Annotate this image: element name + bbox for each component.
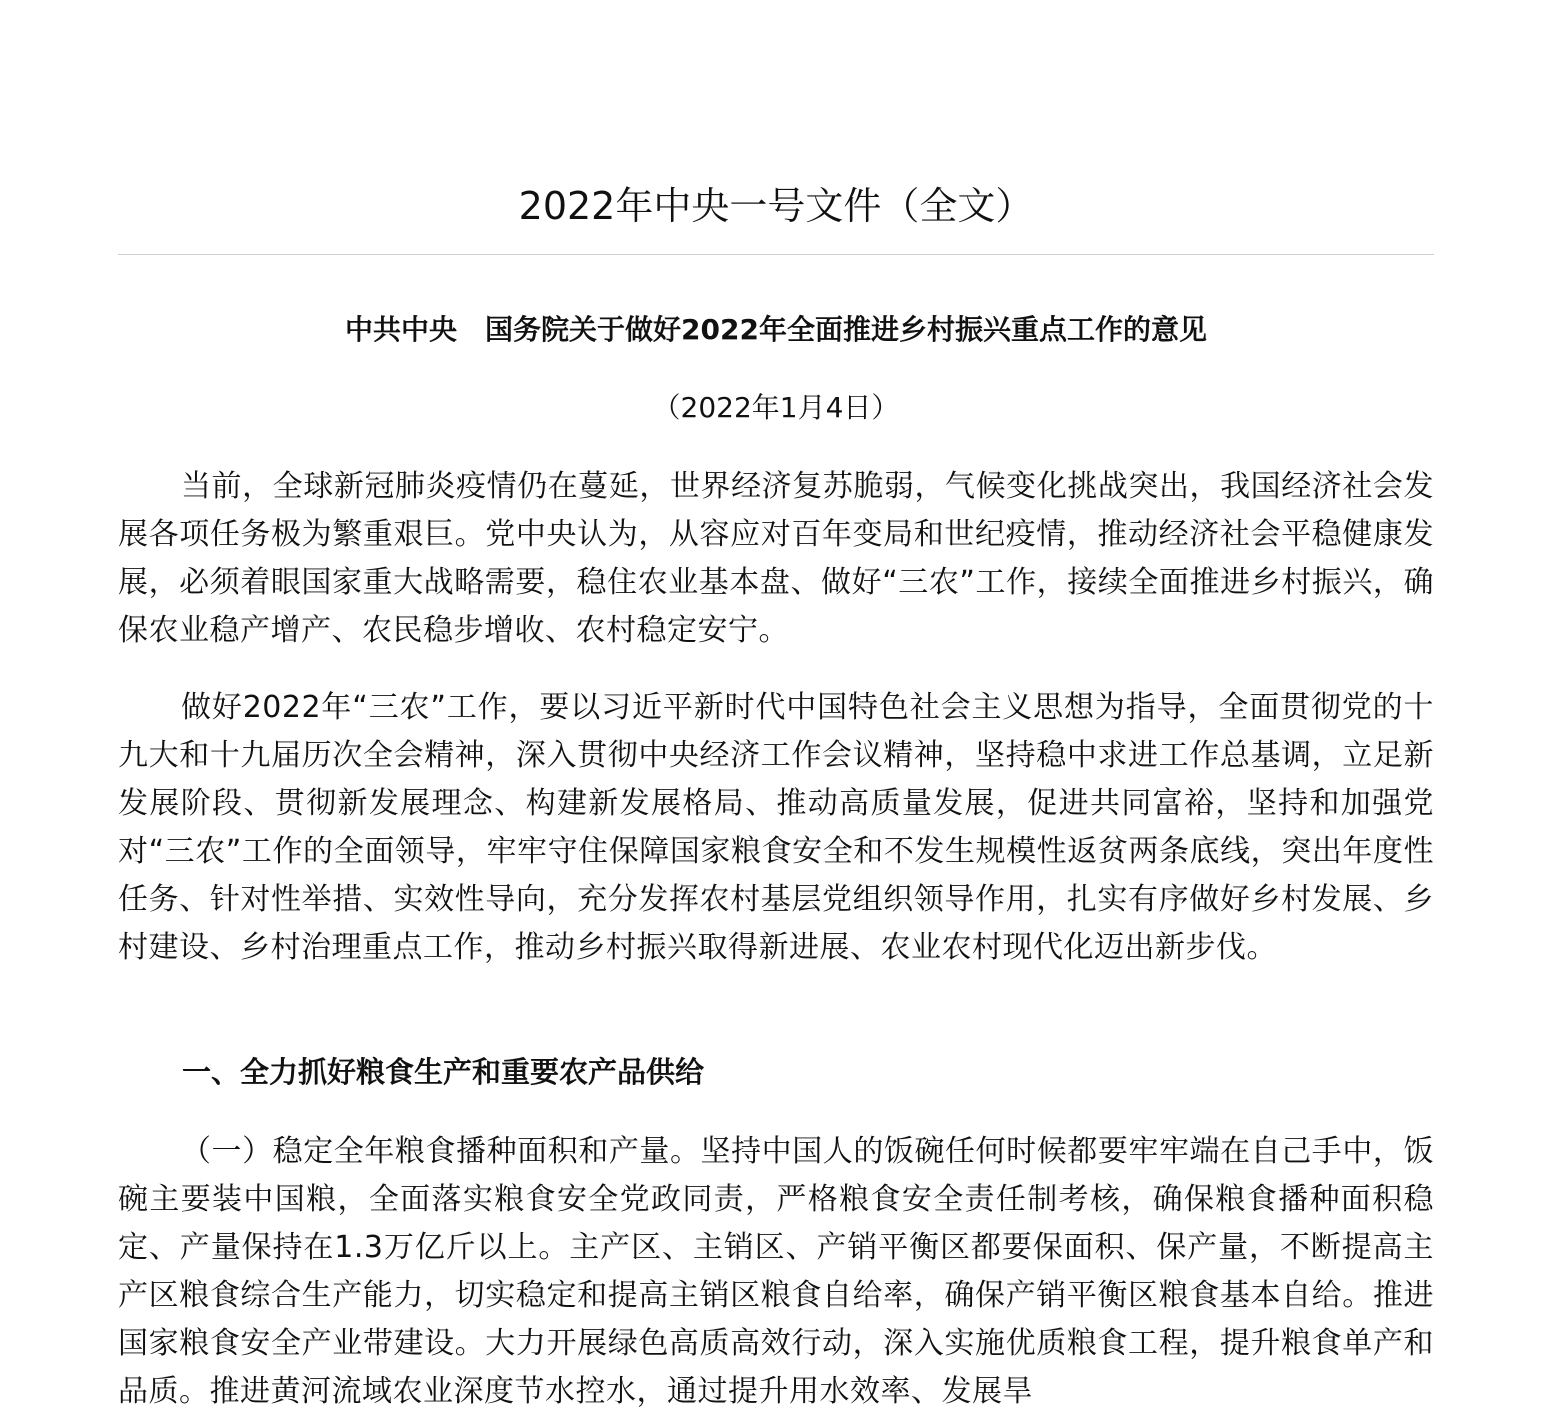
document-subtitle: 中共中央 国务院关于做好2022年全面推进乡村振兴重点工作的意见 — [345, 313, 1207, 346]
paragraph-guidance: 做好2022年“三农”工作，要以习近平新时代中国特色社会主义思想为指导，全面贯彻党的十九大和十九届历次全会精神，深入贯彻中央经济工作会议精神，坚持稳中求进工作总基调，立足新发展阶段、贯彻新发展理念、构建新发展格局、推动高质量发展，促进共同富裕，坚持和加强党对“三农”工作的全面领导，牢牢守住保障国家粮食安全和不发生规模性返贫两条底线，突出年度性任务、针对性举措、实效性导向，充分发挥农村基层党组织领导作用，扎实有序做好乡村发展、乡村建设、乡村治理重点工作，推动乡村振兴取得新进展、农业农村现代化迈出新步伐。 — [118, 690, 1434, 965]
document-title: 2022年中央一号文件（全文） — [518, 184, 1034, 228]
document-date: （2022年1月4日） — [652, 391, 900, 424]
section-1-paragraph-1: （一）稳定全年粮食播种面积和产量。坚持中国人的饭碗任何时候都要牢牢端在自己手中，饭碗主要装中国粮，全面落实粮食安全党政同责，严格粮食安全责任制考核，确保粮食播种面积稳定、产量保持在1.3万亿斤以上。主产区、主销区、产销平衡区都要保面积、保产量，不断提高主产区粮食综合生产能力，切实稳定和提高主销区粮食自给率，确保产销平衡区粮食基本自给。推进国家粮食安全产业带建设。大力开展绿色高质高效行动，深入实施优质粮食工程，提升粮食单产和品质。推进黄河流域农业深度节水控水，通过提升用水效率、发展旱 — [118, 1134, 1434, 1409]
section-heading-1: 一、全力抓好粮食生产和重要农产品供给 — [182, 1055, 705, 1089]
paragraph-intro: 当前，全球新冠肺炎疫情仍在蔓延，世界经济复苏脆弱，气候变化挑战突出，我国经济社会发展各项任务极为繁重艰巨。党中央认为，从容应对百年变局和世纪疫情，推动经济社会平稳健康发展，必须着眼国家重大战略需要，稳住农业基本盘、做好“三农”工作，接续全面推进乡村振兴，确保农业稳产增产、农民稳步增收、农村稳定安宁。 — [118, 469, 1434, 648]
title-divider — [118, 254, 1434, 255]
